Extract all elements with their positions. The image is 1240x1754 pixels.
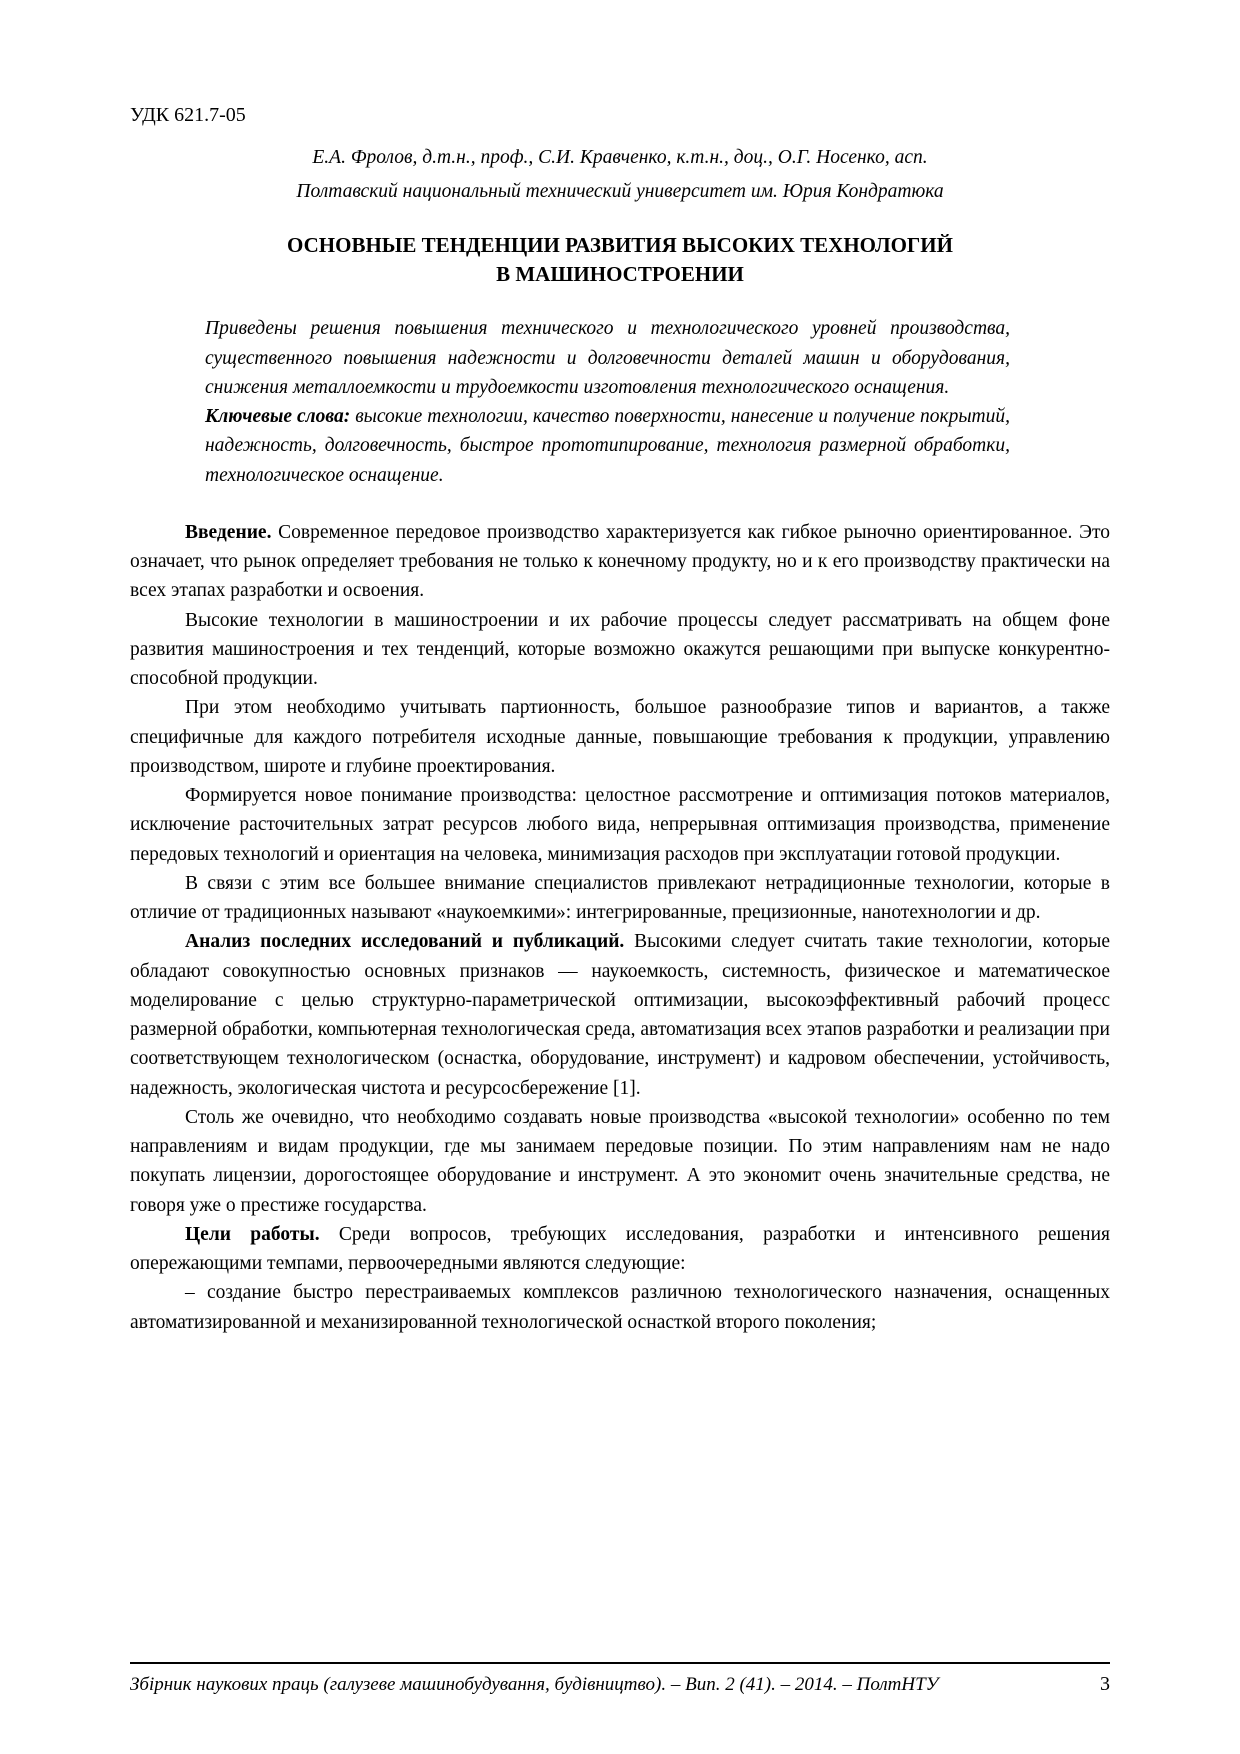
paragraph-text: В связи с этим все большее внимание специалистов привлекают нетрадиционные технологии, которые в отличие от традиционных называют «наукоемкими»: интегрированные, прецизионные, нанотехнологии и др.	[130, 872, 1110, 924]
affiliation-line: Полтавский национальный технический университет им. Юрия Кондратюка	[296, 181, 944, 203]
abstract-text: Приведены решения повышения технического и технологического уровней производства, существенного повышения надежности и долговечности деталей машин и оборудования, снижения металлоемкости и трудоемкости изготовления технологического оснащения.	[205, 318, 1010, 398]
paragraph-text: Современное передовое производство характеризуется как гибкое рыночно ориентированное. Это означает, что рынок определяет требования не только к конечному продукту, но и к его производству практически на всех этапах разработки и освоения.	[130, 521, 1111, 602]
body-paragraph	[130, 869, 1110, 928]
body-paragraph	[130, 518, 1110, 606]
paragraph-lead: Введение.	[185, 521, 272, 543]
article-body	[130, 518, 1110, 1337]
body-paragraph	[130, 606, 1110, 694]
body-paragraph	[130, 927, 1110, 1103]
page-number: 3	[1100, 1673, 1110, 1695]
udc-code: УДК 621.7-05	[130, 104, 246, 126]
keywords	[205, 402, 1010, 490]
authors-line: Е.А. Фролов, д.т.н., проф., С.И. Кравченко, к.т.н., доц., О.Г. Носенко, асп.	[312, 147, 928, 168]
paragraph-text: Высокими следует считать такие технологии, которые обладают совокупностью основных признаков — наукоемкость, системность, физическое и математическое моделирование с целью структурно-параметрической оптимизации, высокоэффективный рабочий процесс размерной обработки, компьютерная технологическая среда, автоматизация всех этапов разработки и реализации при соответствующем технологическом (оснастка, оборудование, инструмент) и кадровом обеспечении, устойчивость, надежность, экологическая чистота и ресурсосбережение [1].	[130, 931, 1110, 1099]
page-footer	[130, 1662, 1110, 1696]
paragraph-text: – создание быстро перестраиваемых комплексов различною технологического назначения, оснащенных автоматизированной и механизированной технологической оснасткой второго поколения;	[130, 1282, 1110, 1333]
article-title-line-2: В МАШИНОСТРОЕНИИ	[496, 261, 744, 286]
article-title	[130, 231, 1110, 289]
paragraph-text: Среди вопросов, требующих исследования, разработки и интенсивного решения опережающими темпами, первоочередными являются следующие:	[130, 1223, 1110, 1275]
abstract-block	[205, 314, 1010, 490]
paragraph-text: Высокие технологии в машиностроении и их рабочие процессы следует рассматривать на общем фоне развития машиностроения и тех тенденций, которые возможно окажутся решающими при выпуске конкурентно-способной продукции.	[130, 609, 1110, 690]
body-paragraph	[130, 693, 1110, 781]
body-paragraph	[130, 1278, 1110, 1337]
body-paragraph	[130, 1220, 1110, 1279]
paragraph-text: Формируется новое понимание производства: целостное рассмотрение и оптимизация потоков материалов, исключение расточительных затрат ресурсов любого вида, непрерывная оптимизация производства, применение передовых технологий и ориентация на человека, минимизация расходов при эксплуатации готовой продукции.	[130, 785, 1110, 865]
paragraph-text: При этом необходимо учитывать партионность, большое разнообразие типов и вариантов, а также специфичные для каждого потребителя исходные данные, повышающие требования к продукции, управлению производством, широте и глубине проектирования.	[130, 697, 1110, 777]
paragraph-lead: Анализ последних исследований и публикаций.	[185, 931, 625, 953]
footer-journal-line: Збірник наукових праць (галузеве машинобудування, будівництво). – Вип. 2 (41). – 2014. – ПолтНТУ	[130, 1674, 939, 1695]
body-paragraph	[130, 781, 1110, 869]
keywords-text: высокие технологии, качество поверхности, нанесение и получение покрытий, надежность, долговечность, быстрое прототипирование, технология размерной обработки, технологическое оснащение.	[205, 406, 1011, 486]
paragraph-text: Столь же очевидно, что необходимо создавать новые производства «высокой технологии» особенно по тем направлениям и видам продукции, где мы занимаем передовые позиции. По этим направлениям нам не надо покупать лицензии, дорогостоящее оборудование и инструмент. А это экономит очень значительные средства, не говоря уже о престиже государства.	[130, 1106, 1110, 1216]
keywords-label: Ключевые слова:	[205, 406, 351, 428]
body-paragraph	[130, 1103, 1110, 1220]
article-title-line-1: ОСНОВНЫЕ ТЕНДЕНЦИИ РАЗВИТИЯ ВЫСОКИХ ТЕХНОЛОГИЙ	[287, 232, 953, 257]
paragraph-lead: Цели работы.	[185, 1223, 320, 1245]
